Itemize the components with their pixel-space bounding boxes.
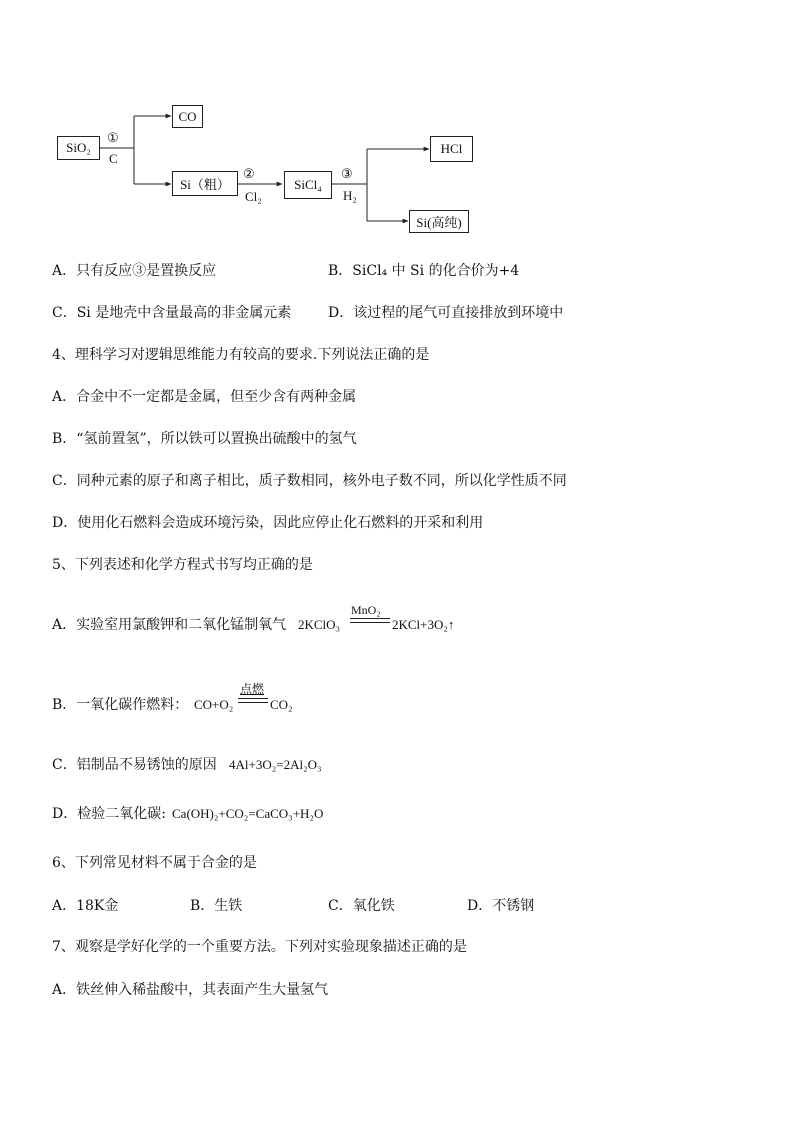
- q6-option-a: A．18K金: [52, 898, 119, 914]
- q5-b-text: B．一氧化碳作燃料：: [52, 697, 189, 713]
- q5-option-a: [52, 600, 532, 636]
- q5-b-condition: 点燃: [240, 682, 265, 696]
- q3-option-b: B．SiCl₄ 中 Si 的化合价为+4: [328, 263, 520, 279]
- q3-option-c: C．Si 是地壳中含量最高的非金属元素: [52, 305, 292, 321]
- step2-label: ②: [243, 166, 255, 181]
- q4-option-c: C．同种元素的原子和离子相比，质子数相同，核外电子数不同，所以化学性质不同: [52, 473, 567, 489]
- q5-a-right: 2KCl+3O₂↑: [392, 617, 455, 632]
- q4-option-b: B．“氢前置氢”，所以铁可以置换出硫酸中的氢气: [52, 431, 357, 447]
- q4-option-d: D．使用化石燃料会造成环境污染，因此应停止化石燃料的开采和利用: [52, 515, 484, 531]
- reagent3-label: H₂: [343, 188, 357, 203]
- q5-option-c: [52, 755, 452, 777]
- q6-stem: 6、下列常见材料不属于合金的是: [52, 855, 257, 871]
- reagent1-label: C: [109, 151, 118, 166]
- si-crude-box: Si（粗）: [172, 171, 238, 196]
- q5-b-left: CO+O₂: [194, 697, 234, 712]
- reagent2-label: Cl₂: [245, 189, 262, 204]
- q5-a-equals-bar: [350, 618, 390, 623]
- q4-option-a: A．合金中不一定都是金属，但至少含有两种金属: [52, 389, 357, 405]
- q5-stem: 5、下列表述和化学方程式书写均正确的是: [52, 557, 313, 573]
- si-pure-box: Si(高纯): [409, 210, 469, 233]
- q7-stem: 7、观察是学好化学的一个重要方法。下列对实验现象描述正确的是: [52, 939, 467, 955]
- step3-label: ③: [341, 166, 353, 181]
- q5-option-b: [52, 680, 352, 716]
- q5-a-condition: MnO₂: [351, 603, 381, 617]
- q5-b-equals-bar: [238, 698, 268, 703]
- q3-option-d: D．该过程的尾气可直接排放到环境中: [328, 305, 564, 321]
- q6-option-b: B．生铁: [190, 898, 243, 914]
- co-box: CO: [172, 105, 203, 128]
- q5-option-d: [52, 804, 452, 826]
- hcl-box: HCl: [430, 136, 473, 162]
- q5-c-text: C．铝制品不易锈蚀的原因: [52, 757, 217, 773]
- q5-c-equation: 4Al+3O₂=2Al₂O₃: [229, 757, 322, 772]
- q5-d-text: D．检验二氧化碳:: [52, 806, 166, 822]
- flow-diagram-arrows: [0, 0, 794, 240]
- q4-stem: 4、理科学习对逻辑思维能力有较高的要求.下列说法正确的是: [52, 347, 430, 363]
- q5-a-text: A．实验室用氯酸钾和二氧化锰制氧气: [52, 617, 287, 633]
- q5-d-equation: Ca(OH)₂+CO₂=CaCO₃+H₂O: [172, 806, 324, 821]
- q6-option-c: C．氧化铁: [328, 898, 395, 914]
- q5-a-left: 2KClO₃: [298, 617, 341, 632]
- sio2-box: SiO₂: [57, 136, 100, 160]
- step1-label: ①: [107, 130, 119, 145]
- q6-option-d: D．不锈钢: [467, 898, 535, 914]
- q7-option-a: A．铁丝伸入稀盐酸中，其表面产生大量氢气: [52, 982, 329, 998]
- q5-b-right: CO₂: [270, 697, 293, 712]
- q3-option-a: A．只有反应③是置换反应: [52, 263, 217, 279]
- sicl4-box: SiCl₄: [284, 171, 332, 199]
